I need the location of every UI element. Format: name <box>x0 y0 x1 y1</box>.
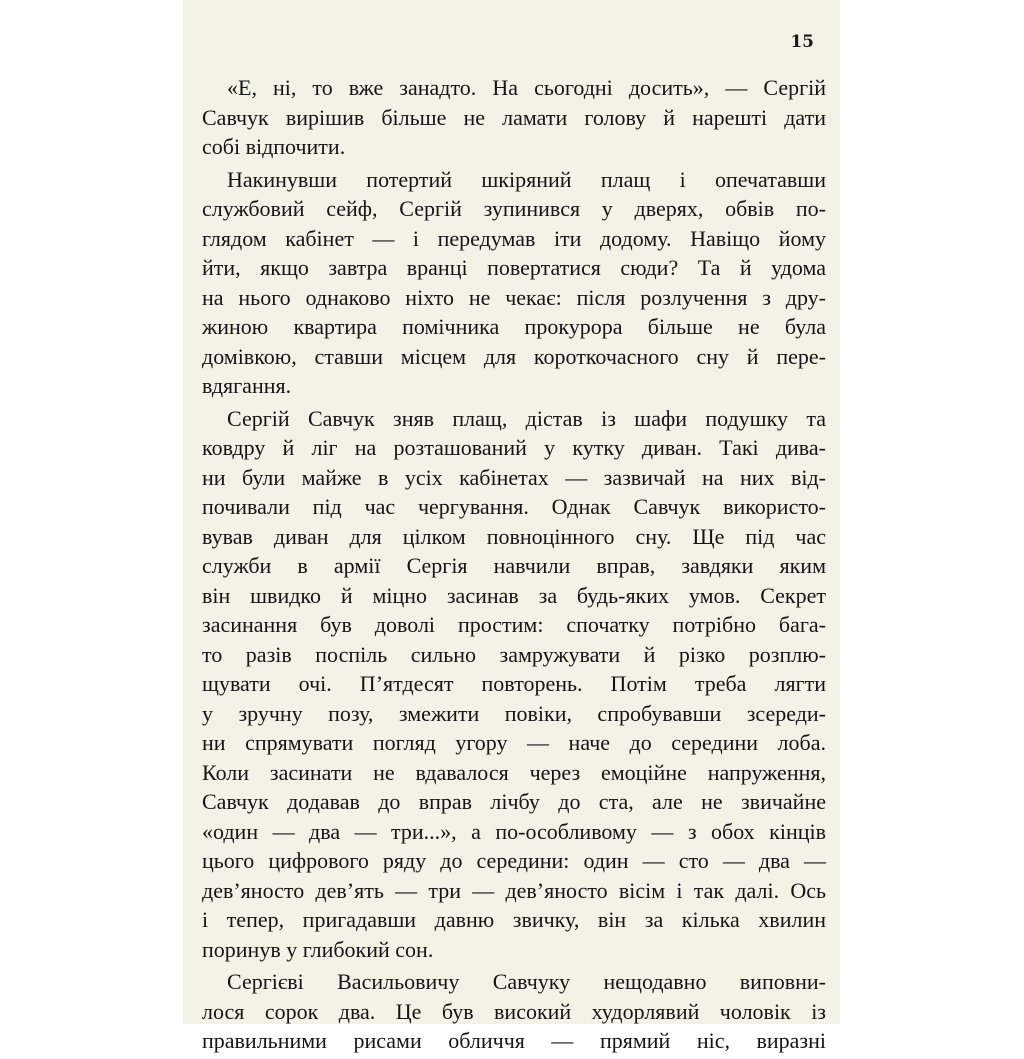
text-line: йти, якщо завтра вранці повертатися сюди? Та й удома <box>202 255 826 280</box>
text-line: поринув у глибокий сон. <box>202 936 434 962</box>
text-line: «Е, ні, то вже занадто. На сьогодні досить», — Сергій <box>227 75 826 100</box>
text-line: ни спрямувати погляд угору — наче до середини лоба. <box>202 730 826 755</box>
text-line: він швидко й міцно засинав за будь-яких умов. Секрет <box>202 582 826 608</box>
page-number: 15 <box>790 32 814 52</box>
text-line: дев’яносто дев’ять — три — дев’яносто вісім і так далі. Ось <box>202 877 826 903</box>
text-line: службовий сейф, Сергій зупинився у дверях, обвів по- <box>202 196 826 221</box>
body-text <box>202 73 826 1059</box>
paragraph <box>202 967 826 1056</box>
text-line: ни були майже в усіх кабінетах — зазвичай на них від- <box>202 464 826 490</box>
paragraph <box>202 165 826 401</box>
book-page <box>183 0 840 1053</box>
text-line: Савчук вирішив більше не ламати голову й нарешті дати <box>202 104 826 130</box>
text-line: вував диван для цілком повноцінного сну. Ще під час <box>202 523 826 549</box>
text-line: почивали під час чергування. Однак Савчук використо- <box>202 494 826 519</box>
text-line: то разів поспіль сильно замружувати й різко розплю- <box>202 641 826 667</box>
text-line: засинання був доволі простим: спочатку потрібно бага- <box>202 612 826 637</box>
text-line: правильними рисами обличчя — прямий ніс, виразні <box>202 1028 826 1053</box>
text-line: служби в армії Сергія навчили вправ, завдяки яким <box>202 553 826 578</box>
text-line: цього цифрового ряду до середини: один — сто — два — <box>202 848 826 873</box>
text-line: лося сорок два. Це був високий худорлявий чоловік із <box>202 998 826 1024</box>
text-line: собі відпочити. <box>202 134 346 159</box>
text-line: ковдру й ліг на розташований у кутку диван. Такі дива- <box>202 435 826 460</box>
text-line: у зручну позу, змежити повіки, спробувавши зсереди- <box>202 700 826 726</box>
text-line: вдягання. <box>202 373 292 398</box>
text-line: і тепер, пригадавши давню звичку, він за кілька хвилин <box>202 907 826 932</box>
text-line: Сергій Савчук зняв плащ, дістав із шафи подушку та <box>227 405 826 431</box>
text-line: Савчук додавав до вправ лічбу до ста, але не звичайне <box>202 789 826 814</box>
text-line: Коли засинати не вдавалося через емоційне напруження, <box>202 759 826 785</box>
text-line: щувати очі. П’ятдесят повторень. Потім треба лягти <box>202 671 826 696</box>
text-line: жиною квартира помічника прокурора більше не була <box>202 314 826 339</box>
paragraph <box>202 73 826 162</box>
text-line: на нього однаково ніхто не чекає: після розлучення з дру- <box>202 284 826 310</box>
text-line: глядом кабінет — і передумав іти додому. Навіщо йому <box>202 225 826 251</box>
text-line: домівкою, ставши місцем для короткочасного сну й пере- <box>202 343 826 369</box>
text-line: Сергієві Васильовичу Савчуку нещодавно виповни- <box>227 969 826 994</box>
text-line: Накинувши потертий шкіряний плащ і опечатавши <box>227 166 826 192</box>
text-line: «один — два — три...», а по-особливому — з обох кінців <box>202 818 826 844</box>
paragraph <box>202 404 826 965</box>
